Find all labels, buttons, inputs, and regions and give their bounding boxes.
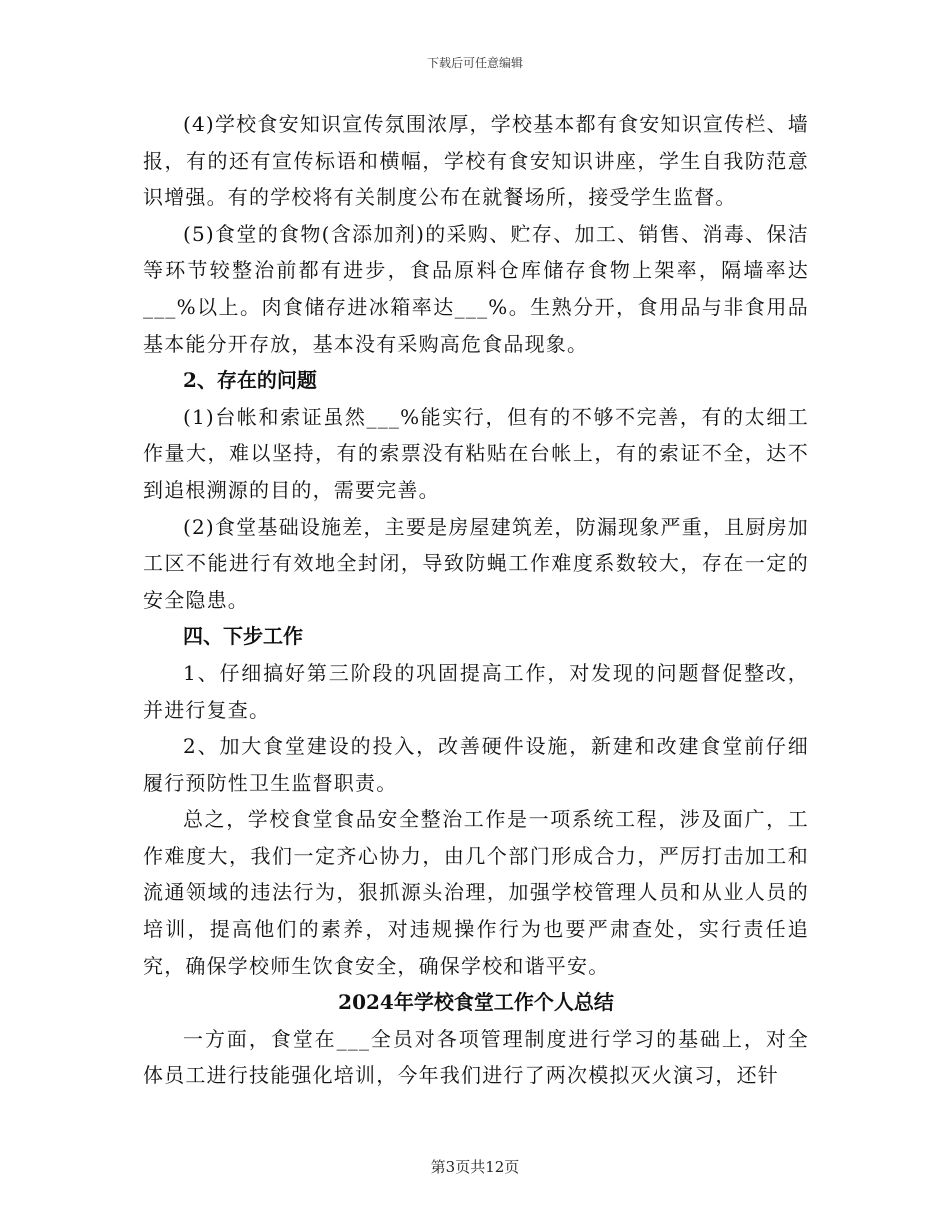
- page-footer: 第3页共12页: [430, 1158, 520, 1176]
- paragraph-problem-1: (1)台帐和索证虽然___%能实行，但有的不够不完善，有的太细工作量大，难以坚持，有的索票没有粘贴在台帐上，有的索证不全，达不到追根溯源的目的，需要完善。: [143, 404, 809, 502]
- document-body: [143, 106, 809, 1094]
- page-header: 下载后可任意编辑: [426, 56, 523, 70]
- paragraph-4-publicity: (4)学校食安知识宣传氛围浓厚，学校基本都有食安知识宣传栏、墙报，有的还有宣传标语和横幅，学校有食安知识讲座，学生自我防范意识增强。有的学校将有关制度公布在就餐场所，接受学生监督。: [143, 112, 809, 210]
- paragraph-next-step-1: 1、仔细搞好第三阶段的巩固提高工作，对发现的问题督促整改，并进行复查。: [143, 660, 809, 722]
- paragraph-next-step-2: 2、加大食堂建设的投入，改善硬件设施，新建和改建食堂前仔细履行预防性卫生监督职责。: [143, 734, 809, 795]
- section-heading-problems: 2、存在的问题: [183, 368, 317, 393]
- paragraph-summary-intro: 一方面，食堂在___全员对各项管理制度进行学习的基础上，对全体员工进行技能强化培训，今年我们进行了两次模拟灭火演习，还针: [143, 1026, 809, 1088]
- section-heading-next-steps: 四、下步工作: [183, 624, 303, 649]
- paragraph-problem-2: (2)食堂基础设施差，主要是房屋建筑差，防漏现象严重，且厨房加工区不能进行有效地全封闭，导致防蝇工作难度系数较大，存在一定的安全隐患。: [143, 514, 809, 612]
- document-title: 2024年学校食堂工作个人总结: [338, 990, 614, 1015]
- paragraph-5-food-handling: (5)食堂的食物(含添加剂)的采购、贮存、加工、销售、消毒、保洁等环节较整治前都有进步，食品原料仓库储存食物上架率，隔墙率达___%以上。肉食储存进冰箱率达___%。生熟分开，食用品与非食用品基本能分开存放，基本没有采购高危食品现象。: [143, 221, 809, 356]
- paragraph-conclusion: 总之，学校食堂食品安全整治工作是一项系统工程，涉及面广，工作难度大，我们一定齐心协力，由几个部门形成合力，严厉打击加工和流通领域的违法行为，狠抓源头治理，加强学校管理人员和从业人员的培训，提高他们的素养，对违规操作行为也要严肃查处，实行责任追究，确保学校师生饮食安全，确保学校和谐平安。: [143, 807, 809, 978]
